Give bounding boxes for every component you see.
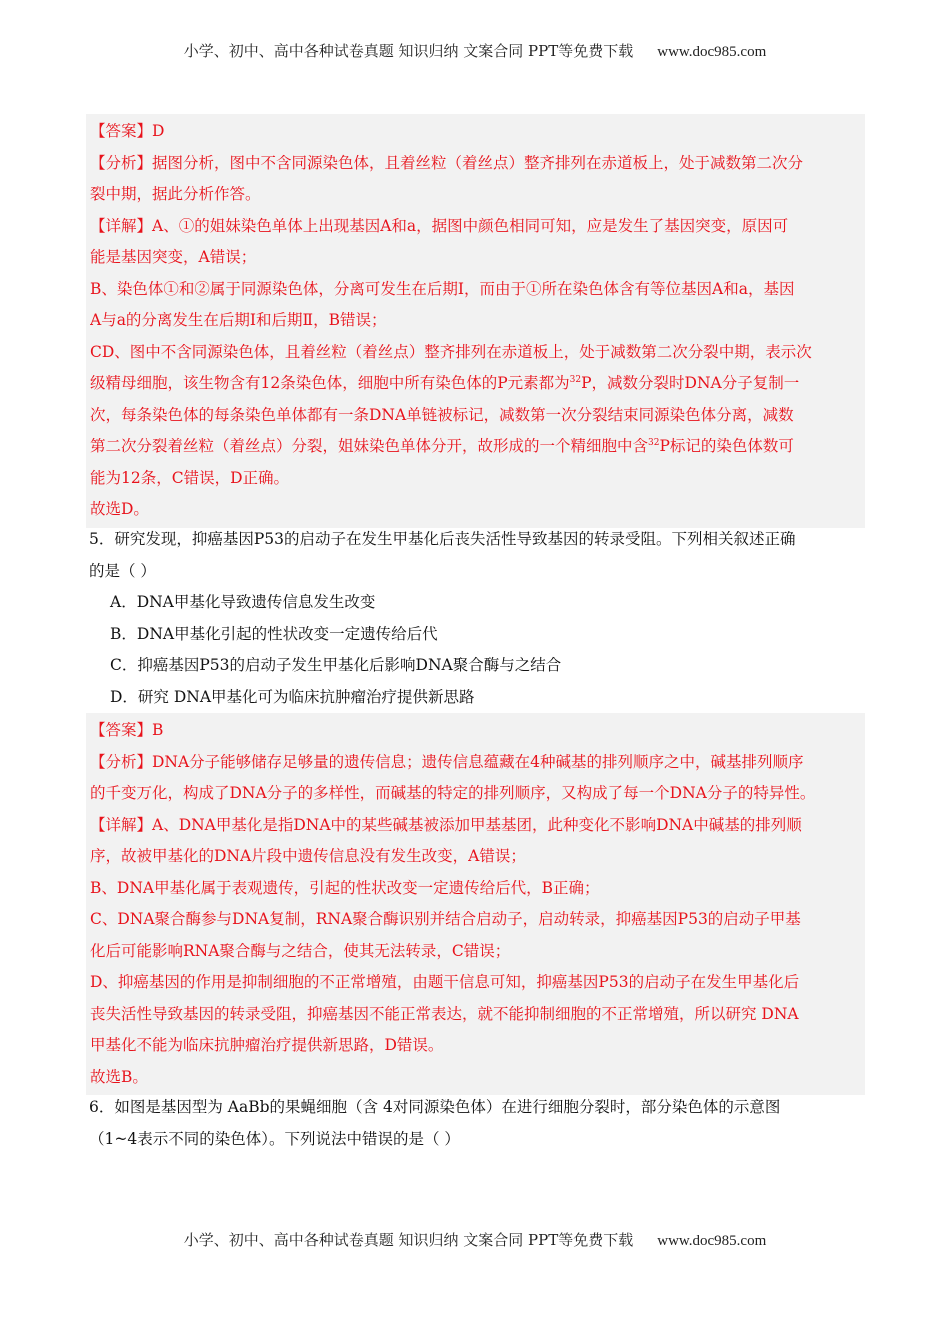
- detail-line: 能为12条，C错误，D正确。: [90, 468, 290, 487]
- detail-line: B、染色体①和②属于同源染色体，分离可发生在后期Ⅰ，而由于①所在染色体含有等位基因A和a，基因: [90, 279, 795, 298]
- detail-line: 甲基化不能为临床抗肿瘤治疗提供新思路，D错误。: [90, 1036, 444, 1054]
- detail-text: P标记的染色体数可: [659, 437, 794, 455]
- analysis-line: 裂中期，据此分析作答。: [90, 185, 261, 203]
- footer-site: www.doc985.com: [657, 1233, 767, 1249]
- choice-line: 故选B。: [90, 1067, 148, 1086]
- answer-block-q4: [86, 114, 865, 528]
- analysis-line: 【分析】据图分析，图中不含同源染色体，且着丝粒（着丝点）整齐排列在赤道板上，处于减数第二次分: [90, 153, 804, 172]
- question-5: [89, 524, 869, 713]
- option-a: A．DNA甲基化导致遗传信息发生改变: [110, 593, 376, 611]
- header-site: www.doc985.com: [657, 44, 767, 60]
- question-6: [89, 1092, 869, 1155]
- answer-label: 【答案】D: [90, 122, 165, 140]
- option-b: B．DNA甲基化引起的性状改变一定遗传给后代: [110, 624, 438, 643]
- analysis-line: 【分析】DNA分子能够储存足够量的遗传信息；遗传信息蕴藏在4种碱基的排列顺序之中，碱基排列顺序: [90, 752, 804, 771]
- detail-line: D、抑癌基因的作用是抑制细胞的不正常增殖，由题干信息可知，抑癌基因P53的启动子在发生甲基化后: [90, 973, 800, 991]
- detail-line: 化后可能影响RNA聚合酶与之结合，使其无法转录，C错误；: [90, 941, 511, 960]
- question-stem: 6．如图是基因型为 AaBb的果蝇细胞（含 4对同源染色体）在进行细胞分裂时，部分染色体的示意图: [89, 1098, 781, 1116]
- detail-text: 第二次分裂着丝粒（着丝点）分裂，姐妹染色单体分开，故形成的一个精细胞中含: [90, 437, 649, 455]
- detail-line: 能是基因突变，A错误；: [90, 248, 257, 266]
- question-stem: （1~4表示不同的染色体）。下列说法中错误的是（ ）: [89, 1129, 460, 1148]
- isotope-superscript: 32: [648, 437, 660, 448]
- page-footer: [0, 1229, 950, 1250]
- option-c: C．抑癌基因P53的启动子发生甲基化后影响DNA聚合酶与之结合: [110, 656, 562, 674]
- footer-text: 小学、初中、高中各种试卷真题 知识归纳 文案合同 PPT等免费下载: [183, 1231, 634, 1249]
- page-header: [0, 40, 950, 61]
- isotope-superscript: 32: [569, 374, 582, 385]
- detail-line: [90, 431, 861, 463]
- detail-line: CD、图中不含同源染色体，且着丝粒（着丝点）整齐排列在赤道板上，处于减数第二次分裂中期，表示次: [90, 342, 812, 361]
- detail-line: 丧失活性导致基因的转录受阻，抑癌基因不能正常表达，就不能抑制细胞的不正常增殖，所以研究 DNA: [90, 1004, 799, 1023]
- detail-line: B、DNA甲基化属于表观遗传，引起的性状改变一定遗传给后代，B正确；: [90, 878, 600, 897]
- detail-line: 【详解】A、①的姐妹染色单体上出现基因A和a，据图中颜色相同可知，应是发生了基因突变，原因可: [90, 216, 789, 235]
- question-stem: 5．研究发现，抑癌基因P53的启动子在发生甲基化后丧失活性导致基因的转录受阻。下列相关叙述正确: [89, 530, 796, 548]
- detail-text: 级精母细胞，该生物含有12条染色体，细胞中所有染色体的P元素都为: [90, 374, 570, 392]
- detail-line: 序，故被甲基化的DNA片段中遗传信息没有发生改变，A错误；: [90, 847, 526, 865]
- detail-line: C、DNA聚合酶参与DNA复制，RNA聚合酶识别并结合启动子，启动转录，抑癌基因P53的启动子甲基: [90, 910, 801, 928]
- detail-line: [90, 368, 861, 400]
- header-text: 小学、初中、高中各种试卷真题 知识归纳 文案合同 PPT等免费下载: [183, 42, 634, 60]
- answer-label: 【答案】B: [90, 721, 164, 739]
- analysis-line: 的千变万化，构成了DNA分子的多样性，而碱基的特定的排列顺序，又构成了每一个DNA分子的特异性。: [90, 784, 816, 802]
- option-d: D．研究 DNA甲基化可为临床抗肿瘤治疗提供新思路: [110, 687, 475, 706]
- choice-line: 故选D。: [90, 500, 149, 518]
- detail-line: 【详解】A、DNA甲基化是指DNA中的某些碱基被添加甲基基团，此种变化不影响DNA中碱基的排列顺: [90, 815, 802, 834]
- detail-line: A与a的分离发生在后期Ⅰ和后期Ⅱ，B错误；: [90, 311, 387, 329]
- detail-line: 次，每条染色体的每条染色单体都有一条DNA单链被标记，减数第一次分裂结束同源染色体分离，减数: [90, 405, 794, 424]
- question-stem: 的是（ ）: [89, 561, 156, 580]
- detail-text: P，减数分裂时DNA分子复制一: [581, 374, 800, 392]
- answer-block-q5: [86, 713, 865, 1095]
